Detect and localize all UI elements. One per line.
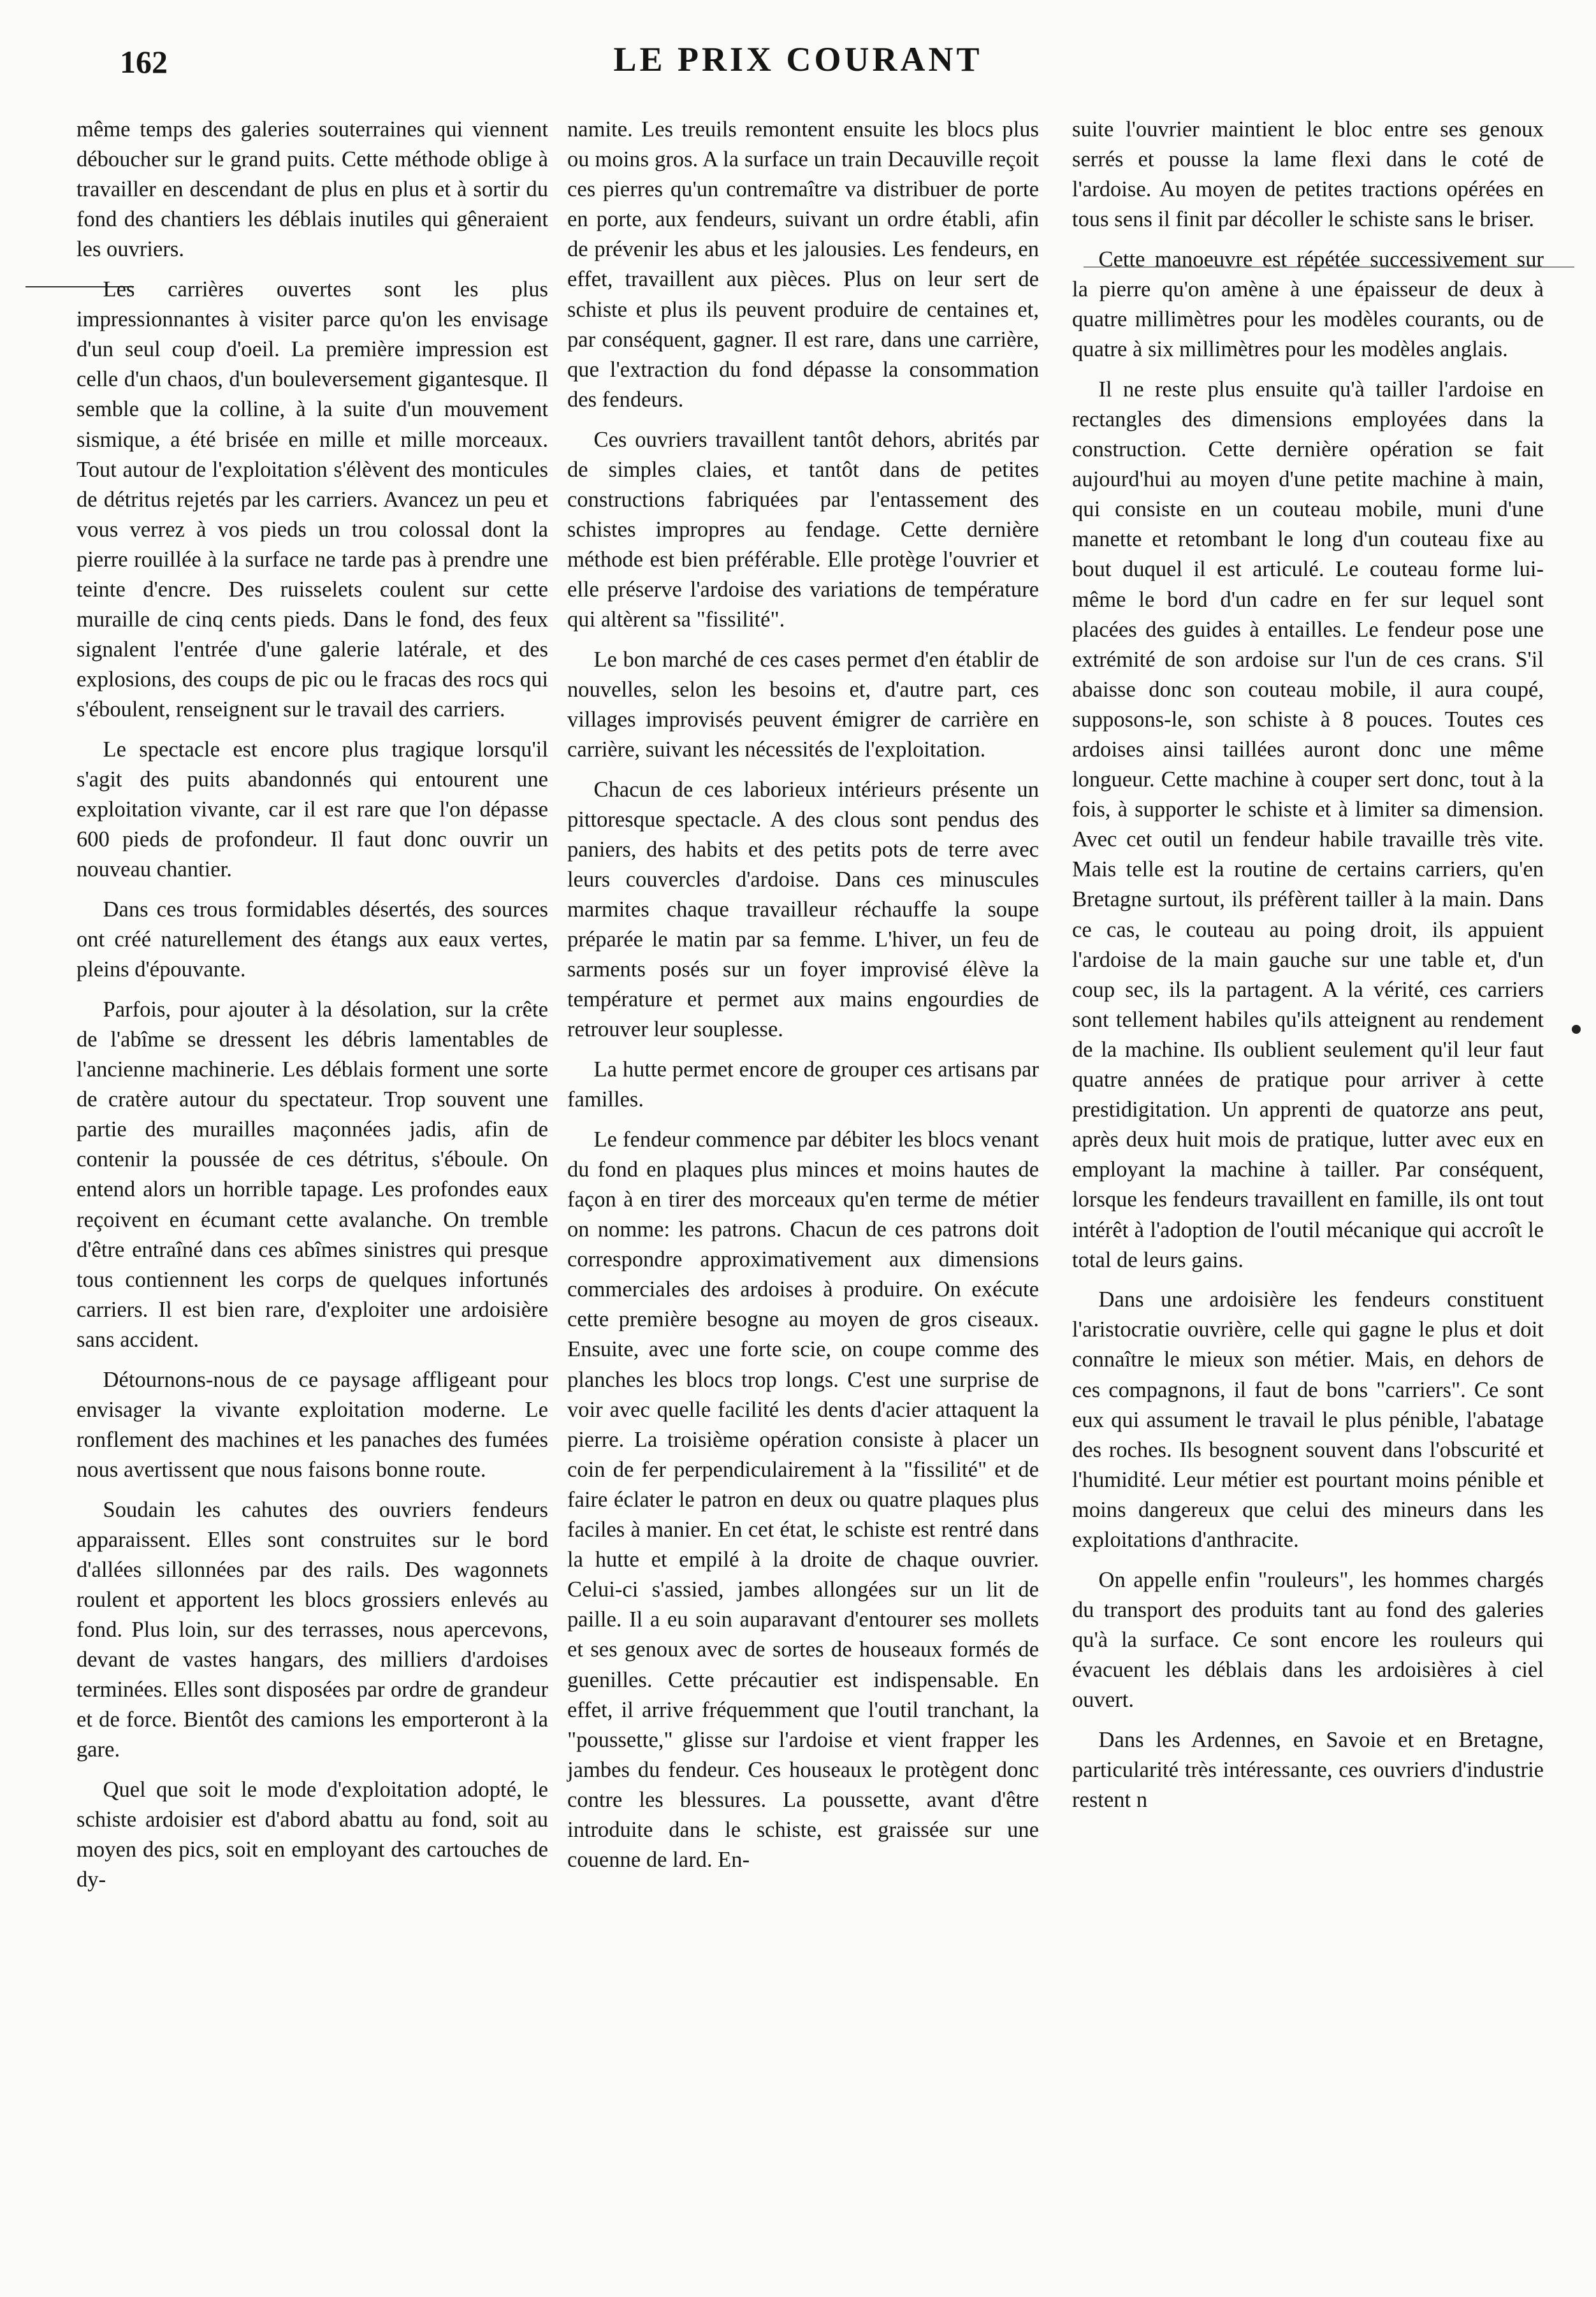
paragraph: Il ne reste plus ensuite qu'à tailler l'ardoise en rectangles des dimensions employées dans la construction. Cette dernière opération se fait aujourd'hui au moyen d'une petite machine à main, qui consiste en un couteau mobile, muni d'une manette et retombant le long d'un couteau fixe au bout duquel il est articulé. Le couteau forme lui-même le bord d'un cadre en fer sur lequel sont placées des guides à entailles. Le fendeur pose une extrémité de son ardoise sur l'un de ces crans. S'il abaisse donc son couteau mobile, il aura coupé, supposons-le, son schiste à 8 pouces. Toutes ces ardoises ainsi taillées auront donc une même longueur. Cette machine à couper sert donc, tout à la fois, à supporter le schiste et à limiter sa dimension. Avec cet outil un fendeur habile travaille très vite. Mais telle est la routine de certains carriers, qu'en Bretagne surtout, ils préfèrent tailler à la main. Dans ce cas, le couteau au poing droit, ils appuient l'ardoise de la main gauche sur une table et, d'un coup sec, ils la partagent. A la vérité, ces carriers sont tellement habiles qu'ils atteignent au rendement de la machine. Ils oublient seulement qu'il leur faut quatre années de pratique pour arriver à cette prestidigitation. Un apprenti de quatorze ans peut, après deux huit mois de pratique, lutter avec eux en employant la machine à tailler. Par conséquent, lorsque les fendeurs travaillent en famille, ils ont tout intérêt à l'adoption de l'outil mécanique qui accroît le total de leurs gains. — [1072, 377, 1544, 1272]
paragraph: Détournons-nous de ce paysage affligeant pour envisager la vivante exploitation moderne. Le ronflement des machines et les panaches des fumées nous avertissent que nous faisons bonne route. — [76, 1367, 548, 1482]
column-1 — [76, 115, 548, 1905]
paragraph: Cette manoeuvre est répétée successivement sur la pierre qu'on amène à une épaisseur de deux à quatre millimètres pour les modèles courants, ou de quatre à six millimètres pour les modèles anglais. — [1072, 247, 1544, 362]
paragraph: On appelle enfin "rouleurs", les hommes chargés du transport des produits tant au fond des galeries qu'à la surface. Ce sont encore les rouleurs qui évacuent les déblais dans les ardoisières à ciel ouvert. — [1072, 1567, 1544, 1713]
paragraph: Le fendeur commence par débiter les blocs venant du fond en plaques plus minces et moins hautes de façon à en tirer des morceaux qu'en terme de métier on nomme: les patrons. Chacun de ces patrons doit correspondre approximativement aux dimensions commerciales des ardoises à produire. On exécute cette première besogne au moyen de gros ciseaux. Ensuite, avec une forte scie, on coupe comme des planches les blocs trop longs. C'est une surprise de voir avec quelle facilité les dents d'acier attaquent la pierre. La troisième opération consiste à placer un coin de fer perpendiculairement à la "fissilité" et de faire éclater le patron en deux ou quatre plaques plus faciles à manier. En cet état, le schiste est rentré dans la hutte et empilé à la droite de chaque ouvrier. Celui-ci s'assied, jambes allongées sur un lit de paille. Il a eu soin auparavant d'entourer ses mollets et ses genoux avec de sortes de houseaux formés de guenilles. Cette précautier est indispensable. En effet, il arrive fréquemment que l'outil tranchant, la "poussette," glisse sur l'ardoise et vient frapper les jambes du fendeur. Ces houseaux le protègent donc contre les blessures. La poussette, avant d'être introduite dans le schiste, est graissée sur une couenne de lard. En- — [567, 1127, 1039, 1873]
paragraph: Parfois, pour ajouter à la désolation, sur la crête de l'abîme se dressent les débris lamentables de l'ancienne machinerie. Les déblais forment une sorte de cratère autour du spectateur. Trop souvent une partie des murailles maçonnées jadis, afin de contenir la poussée de ces détritus, s'éboule. On entend alors un horrible tapage. Les profondes eaux reçoivent en écumant cette avalanche. On tremble d'être entraîné dans ces abîmes sinistres qui presque tous contiennent les corps de quelques infortunés carriers. Il est bien rare, d'exploiter une ardoisière sans accident. — [76, 997, 548, 1352]
paragraph: Le bon marché de ces cases permet d'en établir de nouvelles, selon les besoins et, d'autre part, ces villages improvisés peuvent émigrer de carrière en carrière, suivant les nécessités de l'exploitation. — [567, 647, 1039, 762]
paragraph: Dans les Ardennes, en Savoie et en Bretagne, particularité très intéressante, ces ouvriers d'industrie restent n — [1072, 1727, 1544, 1812]
ink-dot — [1572, 1025, 1581, 1034]
paragraph: Soudain les cahutes des ouvriers fendeurs apparaissent. Elles sont construites sur le bord d'allées sillonnées par des rails. Des wagonnets roulent et apportent les blocs grossiers enlevés au fond. Plus loin, sur des terrasses, nous apercevons, devant de vastes hangars, des milliers d'ardoises terminées. Elles sont disposées par ordre de grandeur et de force. Bientôt des camions les emporteront à la gare. — [76, 1497, 548, 1762]
paragraph: suite l'ouvrier maintient le bloc entre ses genoux serrés et pousse la lame flexi dans le coté de l'ardoise. Au moyen de petites tractions opérées en tous sens il finit par décoller le schiste sans le briser. — [1072, 117, 1544, 232]
paragraph: Chacun de ces laborieux intérieurs présente un pittoresque spectacle. A des clous sont pendus des paniers, des habits et des petits pots de terre avec leurs couvercles d'ardoise. Dans ces minuscules marmites chaque travailleur réchauffe la soupe préparée le matin par sa femme. L'hiver, un feu de sarments posés sur un foyer improvisé élève la température et permet aux mains engourdies de retrouver leur souplesse. — [567, 777, 1039, 1042]
paragraph: Dans ces trous formidables désertés, des sources ont créé naturellement des étangs aux eaux vertes, pleins d'épouvante. — [76, 897, 548, 982]
paragraph: Le spectacle est encore plus tragique lorsqu'il s'agit des puits abandonnés qui entourent une exploitation vivante, car il est rare que l'on dépasse 600 pieds de profondeur. Il faut donc ouvrir un nouveau chantier. — [76, 737, 548, 882]
paragraph: namite. Les treuils remontent ensuite les blocs plus ou moins gros. A la surface un train Decauville reçoit ces pierres qu'un contremaître va distribuer de porte en porte, aux fendeurs, suivant un ordre établi, afin de prévenir les abus et les jalousies. Les fendeurs, en effet, travaillent aux pièces. Plus on leur sert de schiste et plus ils peuvent produire de centaines et, par conséquent, gagner. Il est rare, dans une carrière, que l'extraction du fond dépasse la consommation des fendeurs. — [567, 117, 1039, 412]
page-header — [0, 37, 1596, 82]
column-3 — [1072, 115, 1544, 1825]
paragraph: Quel que soit le mode d'exploitation adopté, le schiste ardoisier est d'abord abattu au fond, soit au moyen des pics, soit en employant des cartouches de dy- — [76, 1777, 548, 1892]
paragraph: Ces ouvriers travaillent tantôt dehors, abrités par de simples claies, et tantôt dans de petites constructions fabriquées par l'entassement des schistes impropres au fendage. Cette dernière méthode est bien préférable. Elle protège l'ouvrier et elle préserve l'ardoise des variations de température qui altèrent sa "fissilité". — [567, 427, 1039, 632]
paragraph: même temps des galeries souterraines qui viennent déboucher sur le grand puits. Cette méthode oblige à travailler en descendant de plus en plus et à sortir du fond des chantiers les déblais inutiles qui gêneraient les ouvriers. — [76, 117, 548, 262]
running-title: LE PRIX COURANT — [613, 40, 983, 78]
page-number: 162 — [120, 44, 168, 80]
paragraph: Dans une ardoisière les fendeurs constituent l'aristocratie ouvrière, celle qui gagne le plus et doit connaître le mieux son métier. Mais, en dehors de ces compagnons, il faut de bons "carriers". Ce sont eux qui assument le travail le plus pénible, l'abatage des roches. Ils besognent souvent dans l'obscurité et l'humidité. Leur métier est pourtant moins pénible et moins dangereux que celui des mineurs dans les exploitations d'anthracite. — [1072, 1287, 1544, 1552]
paragraph: Les carrières ouvertes sont les plus impressionnantes à visiter parce qu'on les envisage d'un seul coup d'oeil. La première impression est celle d'un chaos, d'un bouleversement gigantesque. Il semble que la colline, à la suite d'un mouvement sismique, a été brisée en mille et mille morceaux. Tout autour de l'exploitation s'élèvent des monticules de détritus rejetés par les carriers. Avancez un peu et vous verrez à vos pieds un trou colossal dont la pierre rouillée à la surface ne tarde pas à prendre une teinte d'encre. Des ruisselets coulent sur cette muraille de cinq cents pieds. Dans le fond, des feux signalent l'entrée d'une galerie latérale, et des explosions, des coups de pic ou le fracas des rocs qui s'éboulent, renseignent sur le travail des carriers. — [76, 277, 548, 722]
paragraph: La hutte permet encore de grouper ces artisans par familles. — [567, 1057, 1039, 1112]
column-2 — [567, 115, 1039, 1885]
